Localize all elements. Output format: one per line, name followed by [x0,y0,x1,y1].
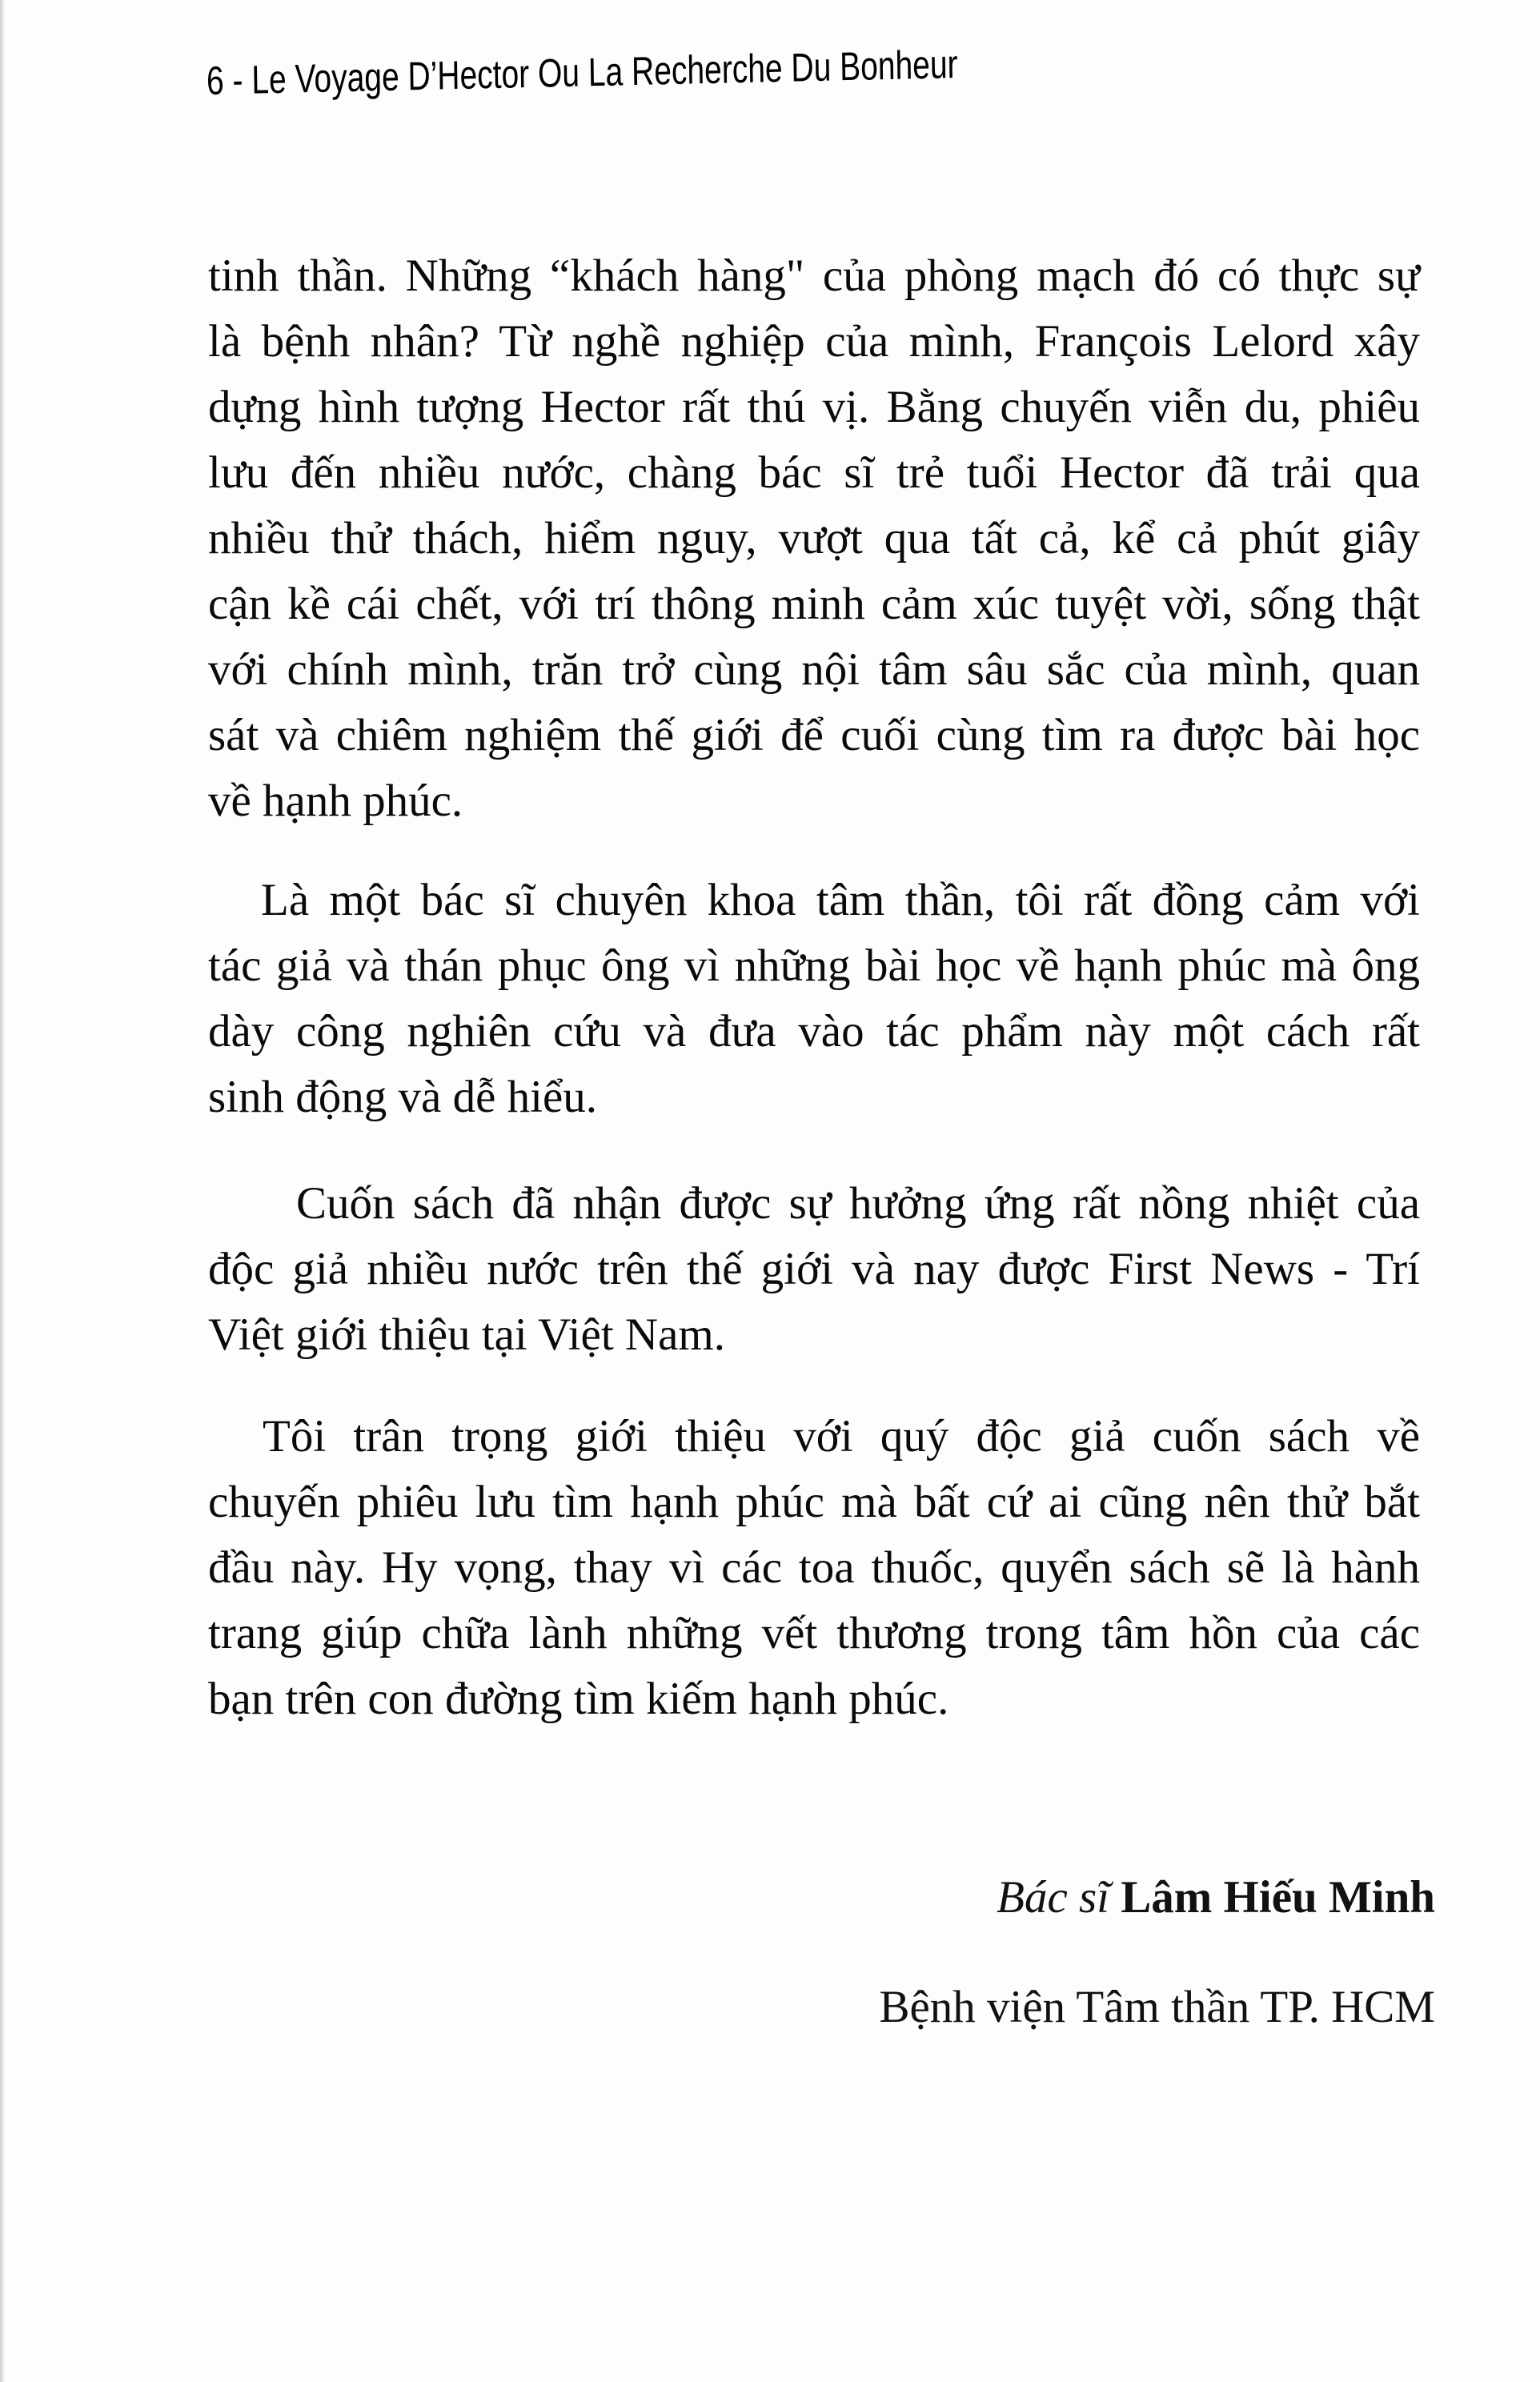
paragraph-1-line: về hạnh phúc. [208,776,463,826]
signature-name: Lâm Hiếu Minh [1121,1872,1435,1923]
paragraph-4-line: chuyến phiêu lưu tìm hạnh phúc mà bất cứ ai cũng nên thử bắt [208,1477,1420,1527]
paragraph-1-line: là bệnh nhân? Từ nghề nghiệp của mình, François Lelord xây [208,316,1420,367]
paragraph-4-line: Tôi trân trọng giới thiệu với quý độc giả cuốn sách về [263,1411,1420,1462]
running-header: 6 - Le Voyage D’Hector Ou La Recherche Du Bonheur [206,42,958,103]
paragraph-2-line: Là một bác sĩ chuyên khoa tâm thần, tôi rất đồng cảm với [261,875,1420,925]
paragraph-4-line: bạn trên con đường tìm kiếm hạnh phúc. [208,1674,949,1724]
paragraph-3-line: độc giả nhiều nước trên thế giới và nay được First News - Trí [208,1244,1420,1294]
paragraph-4-line: trang giúp chữa lành những vết thương trong tâm hồn của các [208,1608,1420,1658]
signature-line [997,1865,1435,1931]
signature-title: Bác sĩ [997,1872,1110,1923]
paragraph-2-line: sinh động và dễ hiểu. [208,1072,598,1122]
signature-affiliation: Bệnh viện Tâm thần TP. HCM [879,1982,1435,2032]
paragraph-2-line: tác giả và thán phục ông vì những bài học về hạnh phúc mà ông [208,940,1420,991]
paragraph-1-line: tinh thần. Những “khách hàng" của phòng mạch đó có thực sự [208,251,1420,301]
paragraph-2-line: dày công nghiên cứu và đưa vào tác phẩm này một cách rất [208,1006,1420,1057]
paragraph-1-line: nhiều thử thách, hiểm nguy, vượt qua tất cả, kể cả phút giây [208,513,1420,563]
paragraph-3-line: Cuốn sách đã nhận được sự hưởng ứng rất nồng nhiệt của [296,1178,1420,1229]
paragraph-1-line: sát và chiêm nghiệm thế giới để cuối cùng tìm ra được bài học [208,710,1420,760]
paragraph-1-line: với chính mình, trăn trở cùng nội tâm sâu sắc của mình, quan [208,644,1420,695]
paragraph-1-line: dựng hình tượng Hector rất thú vị. Bằng chuyến viễn du, phiêu [208,382,1420,432]
paragraph-4-line: đầu này. Hy vọng, thay vì các toa thuốc, quyển sách sẽ là hành [208,1542,1420,1593]
page-edge-shadow [0,0,5,2382]
paragraph-1-line: lưu đến nhiều nước, chàng bác sĩ trẻ tuổi Hector đã trải qua [208,447,1420,498]
paragraph-1-line: cận kề cái chết, với trí thông minh cảm xúc tuyệt vời, sống thật [208,579,1420,629]
paragraph-3-line: Việt giới thiệu tại Việt Nam. [208,1309,725,1360]
